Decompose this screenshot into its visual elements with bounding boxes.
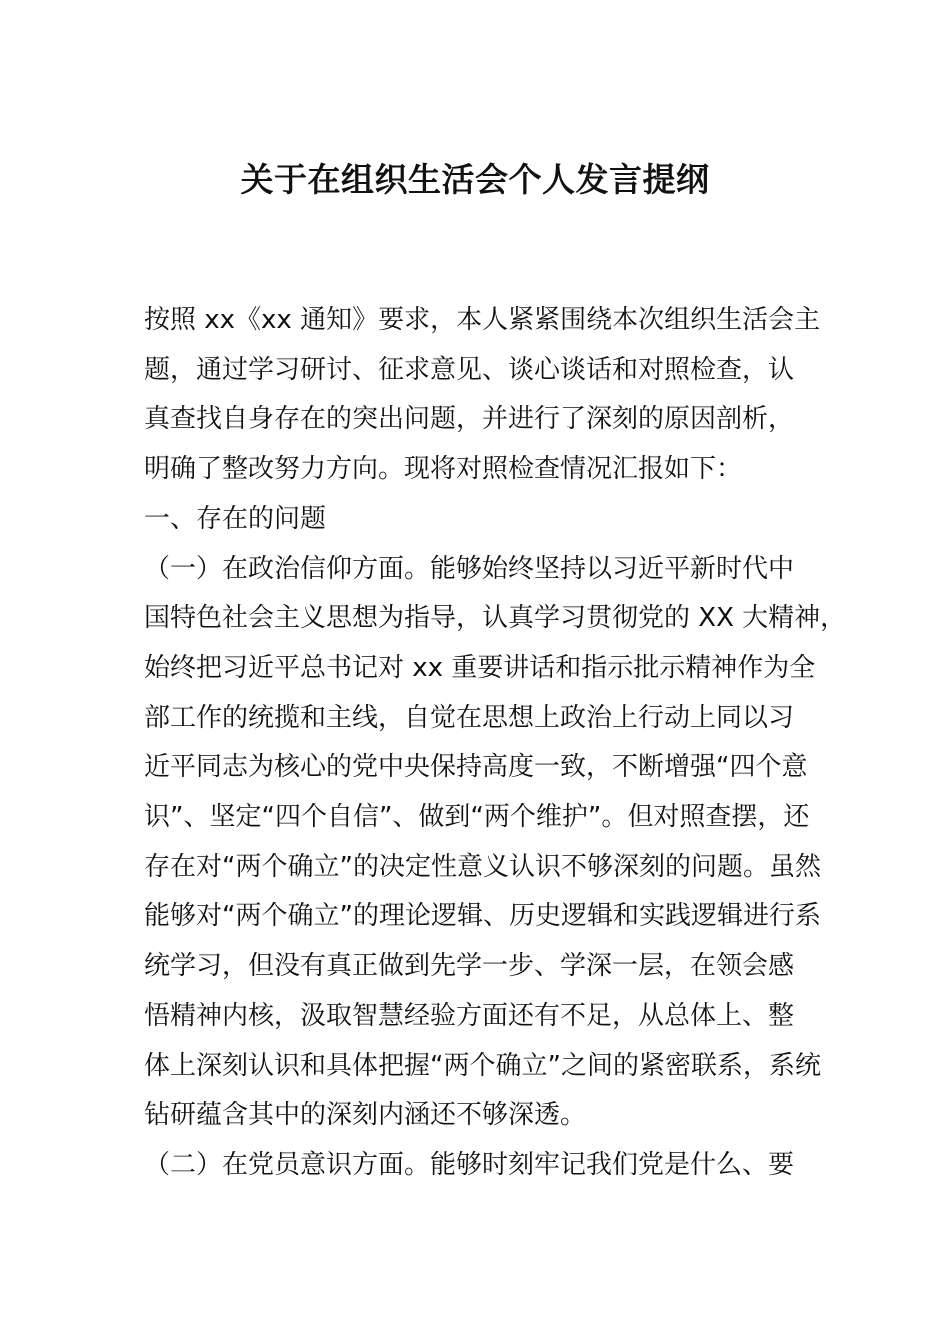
text-line: 体上深刻认识和具体把握“两个确立”之间的紧密联系，系统 — [144, 1050, 821, 1081]
text-line: 题，通过学习研讨、征求意见、谈心谈话和对照检查，认 — [144, 354, 795, 385]
text-line: 真查找自身存在的突出问题，并进行了深刻的原因剖析， — [144, 404, 795, 435]
document-body — [144, 296, 847, 1191]
text-line: 始终把习近平总书记对 xx 重要讲话和指示批示精神作为全 — [144, 652, 816, 683]
text-line: （二）在党员意识方面。能够时刻牢记我们党是什么、要 — [144, 1149, 795, 1180]
document-title: 关于在组织生活会个人发言提纲 — [240, 160, 710, 199]
text-line: 部工作的统揽和主线，自觉在思想上政治上行动上同以习 — [144, 702, 795, 733]
text-line: 国特色社会主义思想为指导，认真学习贯彻党的 XX 大精神， — [144, 603, 847, 634]
text-line: 统学习，但没有真正做到先学一步、学深一层，在领会感 — [144, 951, 795, 982]
text-line: 悟精神内核，汲取智慧经验方面还有不足，从总体上、整 — [144, 1000, 795, 1031]
text-line: 钻研蕴含其中的深刻内涵还不够深透。 — [144, 1100, 587, 1131]
text-line: （一）在政治信仰方面。能够始终坚持以习近平新时代中 — [144, 553, 795, 584]
text-line: 识”、坚定“四个自信”、做到“两个维护”。但对照查摆，还 — [144, 802, 810, 833]
text-line: 能够对“两个确立”的理论逻辑、历史逻辑和实践逻辑进行系 — [144, 901, 821, 932]
text-line: 近平同志为核心的党中央保持高度一致，不断增强“四个意 — [144, 752, 808, 783]
text-line: 存在对“两个确立”的决定性意义认识不够深刻的问题。虽然 — [144, 851, 821, 882]
text-line: 明确了整改努力方向。现将对照检查情况汇报如下： — [144, 454, 743, 485]
section-heading: 一、存在的问题 — [144, 503, 327, 534]
text-line: 按照 xx《xx 通知》要求，本人紧紧围绕本次组织生活会主 — [144, 305, 821, 335]
